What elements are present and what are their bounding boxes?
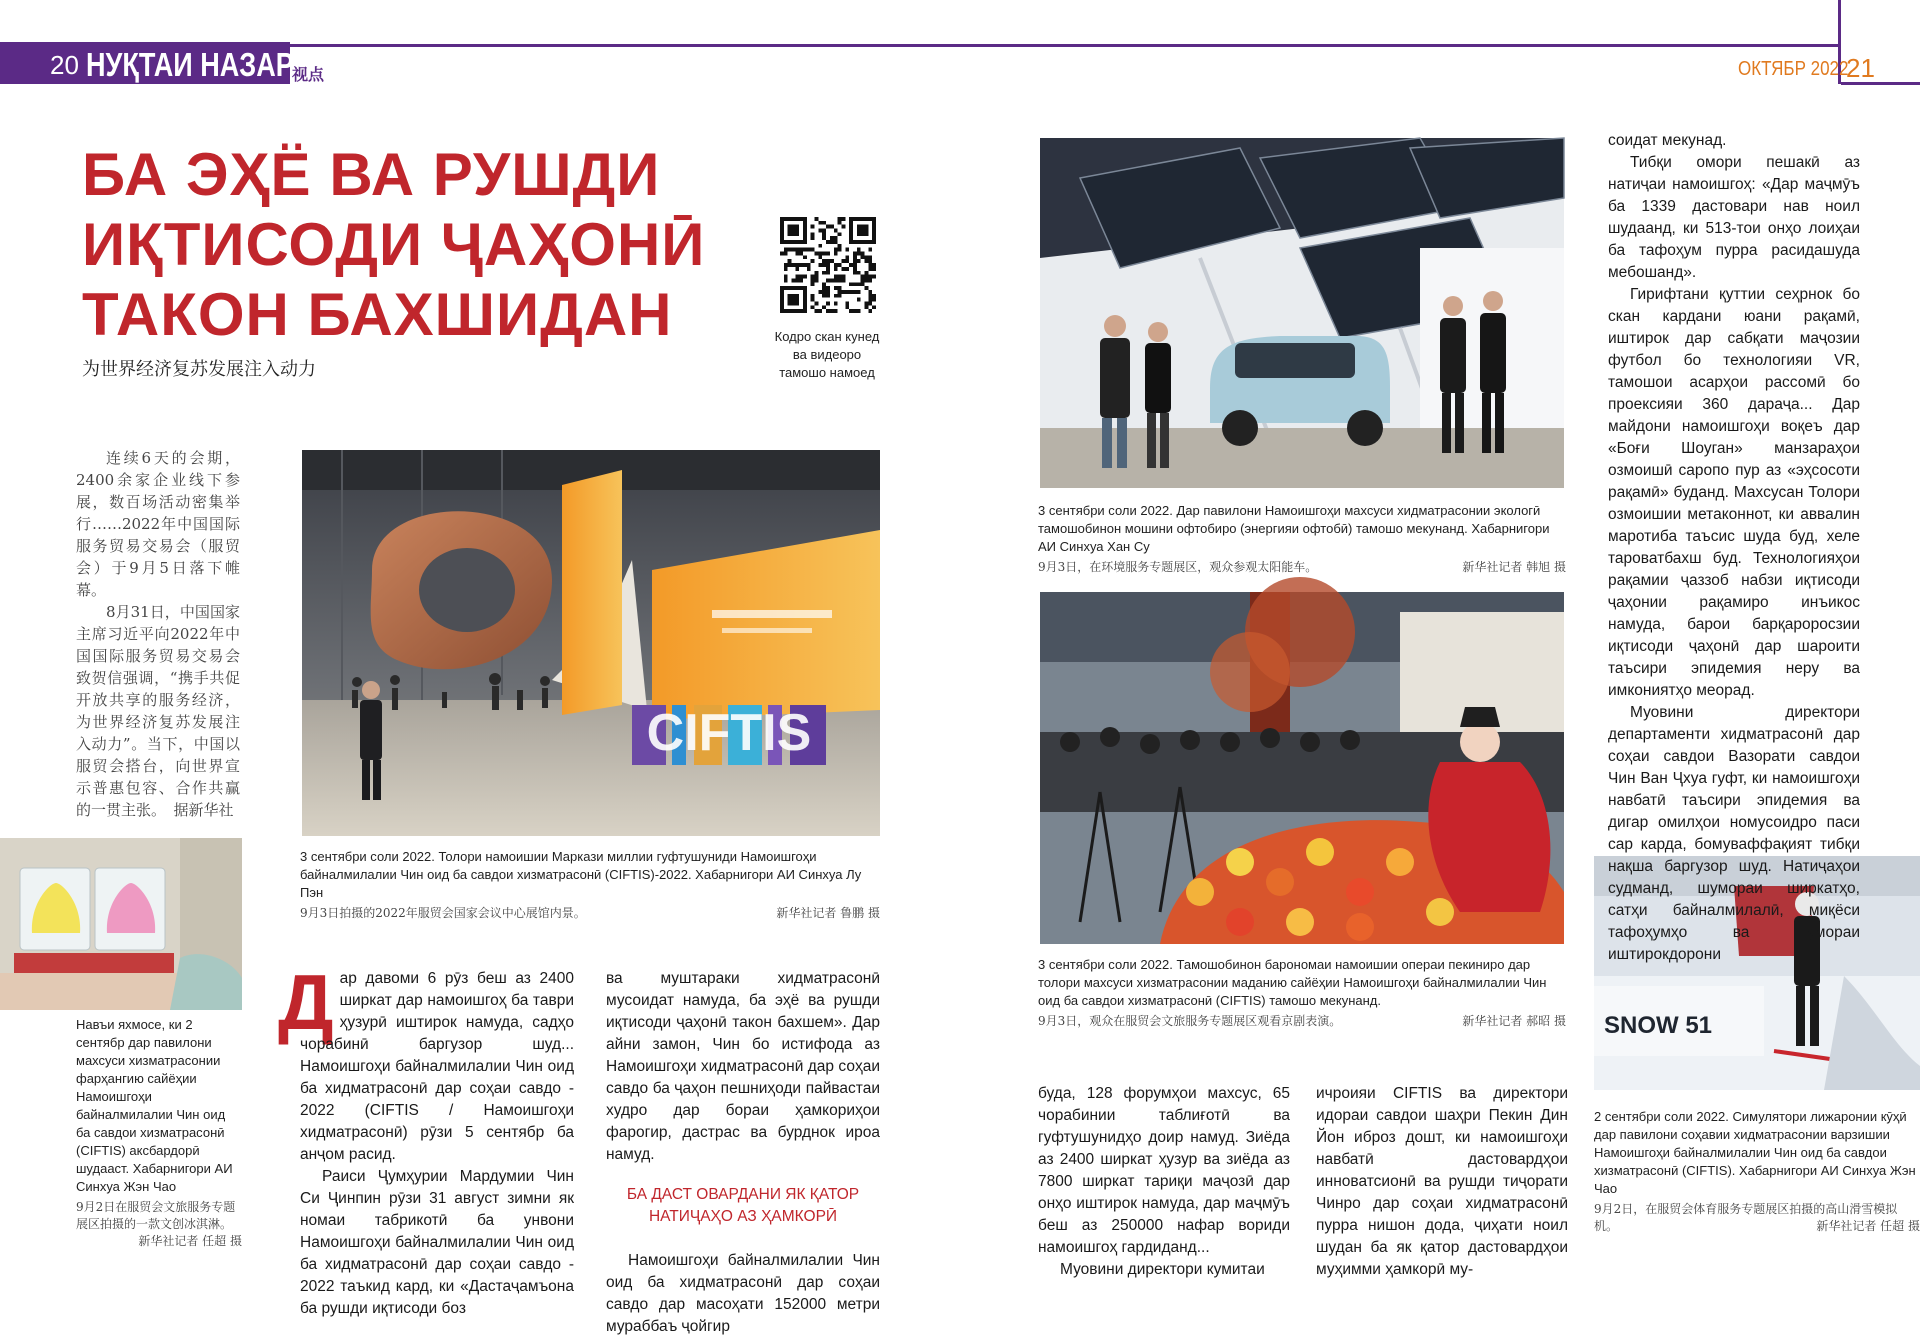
caption-ice-cream-cn-text: 9月2日在服贸会文旅服务专题展区拍摄的一款文创冰淇淋。 — [76, 1200, 236, 1231]
qr-caption-line-2: ва видеоро — [792, 347, 862, 362]
headline-line-3: ТАКОН БАХШИДАН — [82, 281, 673, 348]
col5-paragraph-0: соидат мекунад. — [1608, 132, 1727, 149]
caption-ice-cream — [76, 1016, 242, 1249]
right-page-number: 21 — [1846, 53, 1875, 83]
caption-ice-cream-cn — [76, 1198, 242, 1248]
snow51-sign: SNOW 51 — [1604, 1012, 1713, 1039]
qr-caption-line-1: Кодро скан кунед — [774, 329, 880, 344]
col2-paragraph-1: ва муштараки хидматрасонӣ мусоидат намуда, ба эҳё ва рушди иқтисоди ҷаҳонӣ такон бахшем». Дар айни замон, Чин бо истифода аз Намоишгоҳи хидматрасонӣ дар соҳаи савдо ба ҷаҳон пешниҳоди пайвастаи худро дар бораи ҳамкориҳои фарогир, дастрас ва бурднок ироа намуд. — [606, 970, 880, 1163]
caption-opera-credit: 新华社记者 郝昭 摄 — [1462, 1014, 1566, 1028]
caption-exhibition-hall-credit: 新华社记者 鲁鹏 摄 — [776, 906, 880, 920]
caption-solar-car — [1038, 502, 1566, 575]
photo-ice-cream — [0, 838, 242, 1010]
qr-caption — [752, 328, 902, 382]
col1-paragraph-2: Раиси Ҷумҳурии Мардумии Чин Си Ҷинпин рӯзи 31 август зимни як номаи табрикотӣ ба унвони Намоишгоҳи байналмилалии Чин оид ба хидматрасонӣ дар соҳаи савдо - 2022 таъкид кард, ки «Дастаҷамъона ба рушди иқтисоди боз — [300, 1168, 574, 1317]
caption-opera — [1038, 956, 1566, 1029]
col1-paragraph-1-text: ар давоми 6 рӯз беш аз 2400 ширкат дар намоишгоҳ ба таври ҳузурӣ иштирок намуда, садҳо чорабинӣ баргузор шуд... Намоишгоҳи байналмилалии Чин оид ба хидматрасонӣ дар соҳаи савдо - 2022 (CIFTIS / Намоишгоҳи хидматрасонӣ) рӯзи 5 сентябр ба анҷом расид. — [300, 970, 574, 1163]
caption-ski — [1594, 1108, 1920, 1234]
intro-cn — [76, 447, 240, 821]
headline-line-1: БА ЭҲЁ ВА РУШДИ — [82, 141, 661, 208]
col2-paragraph-2: Намоишгоҳи байналмилалии Чин оид ба хидматрасонӣ дар соҳаи савдо дар масоҳати 152000 метри мураббаъ ҷойгир — [606, 1252, 880, 1335]
col3-paragraph-1: буда, 128 форумҳои махсус, 65 чорабинии таблиғотӣ ва гуфтушунидҳо доир намуд. Зиёда аз 2400 ширкат ҳузур ва зиёда аз 7800 ширкат тариқи маҷозӣ дар онҳо иштирок намуда, дар маҷмӯъ беш аз 250000 нафар вориди намоишгоҳ гардиданд... — [1038, 1085, 1290, 1256]
photo-exhibition-hall — [302, 450, 880, 836]
caption-opera-cn-text: 9月3日，观众在服贸会文旅服务专题展区观看京剧表演。 — [1038, 1014, 1342, 1028]
caption-opera-cn — [1038, 1012, 1566, 1029]
caption-opera-text: 3 сентябри соли 2022. Тамошобинон барономаи намоишии операи пекиниро дар толори махсуси хизматрасонии маданию сайёҳии Намоишгоҳи байналмилалии Чин оид ба савдои хизматрасонӣ (CIFTIS) тамошо мекунанд. — [1038, 957, 1547, 1008]
photo-opera — [1040, 592, 1564, 944]
caption-ski-cn-text: 9月2日，在服贸会体育服务专题展区拍摄的高山滑雪模拟机。 — [1594, 1202, 1898, 1233]
caption-exhibition-hall — [300, 848, 880, 921]
col5-paragraph-3: Муовини директори департаменти хидматрасонӣ дар соҳаи савдои Вазорати савдои Чин Ван Ҷхуа гуфт, ки намоишгоҳи навбатӣ таъсири эпидемия ва дигар омилҳои номусоидро паси сар карда, бомуваффақият тибқи нақша баргузор шуд. Натиҷаҳои судманд, шумораи ширкатҳо, сатҳи байналмилалӣ, миқёси тафоҳумҳо ва шумораи иштирокдорони — [1608, 704, 1860, 963]
headline-line-2: ИҚТИСОДИ ҶАҲОНӢ — [82, 211, 706, 278]
intro-cn-paragraph-2: 8月31日，中国国家主席习近平向2022年中国国际服务贸易交易会致贺信强调，“携手共促开放共享的服务经济，为世界经济复苏发展注入动力”。当下，中国以服贸会搭台，向世界宣示普惠包容、合作共赢的一贯主张。 据新华社 — [76, 603, 240, 819]
caption-ski-credit: 新华社记者 任超 摄 — [1816, 1219, 1920, 1233]
caption-ski-cn — [1594, 1200, 1920, 1234]
qr-caption-line-3: тамошо намоед — [779, 365, 875, 380]
col5-paragraph-1: Тибқи омори пешакӣ аз натиҷаи намоишгоҳ: «Дар маҷмӯъ ба 1339 дастовари нав ноил шудаанд, ки 513-тои онҳо лоиҳаи ба тафоҳум пурра расидашуда мебошанд». — [1608, 154, 1860, 281]
section-title: НУҚТАИ НАЗАР — [86, 46, 294, 83]
issue-month: ОКТЯБР 2022 — [1738, 58, 1849, 80]
left-page-number: 20 — [50, 50, 79, 80]
caption-solar-car-text: 3 сентябри соли 2022. Дар павилони Намоишгоҳи махсуси хидматрасонии экологӣ тамошобинон мошини офтобиро (энергияи офтобӣ) тамошо мекунанд. Хабарнигори АИ Синхуа Хан Су — [1038, 503, 1550, 554]
qr-code[interactable] — [780, 217, 876, 313]
caption-solar-car-credit: 新华社记者 韩旭 摄 — [1462, 560, 1566, 574]
body-column-3 — [1038, 1083, 1290, 1281]
caption-ice-cream-text: Навъи яхмосе, ки 2 сентябр дар павилони махсуси хизматрасонии фарҳангию сайёҳии Намоишгоҳи байналмилалии Чин оид ба савдои хизматрасонӣ (CIFTIS) аксбардорӣ шудааст. Хабарнигори АИ Синхуа Жэн Чао — [76, 1017, 233, 1194]
photo-solar-car — [1040, 138, 1564, 488]
caption-exhibition-hall-cn — [300, 904, 880, 921]
headline — [82, 140, 742, 350]
col3-paragraph-2: Муовини директори кумитаи — [1060, 1261, 1265, 1278]
col1-paragraph-1 — [278, 958, 574, 1166]
body-column-5 — [1608, 130, 1860, 966]
col4-paragraph-1: ичроияи CIFTIS ва директори идораи савдои шаҳри Пекин Дин Йон иброз дошт, ки намоишгоҳи навбатӣ дастовардҳои инноватсионӣ ва рушди тиҷорати Чинро дар соҳаи хидматрасонӣ пурра нишон дода, ҷиҳати ноил шудан ба як қатор дастовардҳои муҳимми ҳамкорӣ му- — [1316, 1085, 1568, 1278]
dropcap: Д — [278, 958, 334, 1046]
body-column-1 — [278, 958, 574, 1320]
caption-solar-car-cn-text: 9月3日，在环境服务专题展区，观众参观太阳能车。 — [1038, 560, 1318, 574]
section-subheading-line-1: БА ДАСТ ОВАРДАНИ ЯК ҚАТОР — [626, 1186, 860, 1203]
section-subheading — [606, 1184, 880, 1228]
caption-exhibition-hall-text: 3 сентябри соли 2022. Толори намоишии Маркази миллии гуфтушуниди Намоишгоҳи байналмилалии Чин оид ба савдои хизматрасонӣ (CIFTIS)-2022. Хабарнигори АИ Синхуа Лу Пэн — [300, 849, 862, 900]
caption-exhibition-hall-cn-text: 9月3日拍摄的2022年服贸会国家会议中心展馆内景。 — [300, 906, 586, 920]
body-column-2 — [606, 968, 880, 1338]
caption-ice-cream-credit: 新华社记者 任超 摄 — [138, 1234, 242, 1248]
ciftis-sign: CIFTIS — [646, 704, 812, 762]
intro-cn-paragraph-1: 连续6天的会期，2400余家企业线下参展，数百场活动密集举行……2022年中国国际服务贸易交易会（服贸会）于9月5日落下帷幕。 — [76, 449, 240, 599]
col5-paragraph-2: Гирифтани қуттии сеҳрнок бо скан кардани юани рақамӣ, иштирок дар сабқати маҷозии футбол бо технологияи VR, тамошои асарҳои рассомӣ бо проексияи 360 дараҷа... Дар майдони намоишгоҳи воқеъ дар «Боғи Шоуган» манзараҳои озмоишӣ саропо пур аз «эҳсосоти рақамӣ» буданд. Махсусан Толори озмоишии метаконнот, ки аввалин маротиба таъсис шуда буд, хеле тароватбахш буд. Технологияҳои рақамии ҷаззоб набзи иқтисоди ҷаҳонии рақамиро инъикос намуда, барои барқароросзии иқтисоди ҷаҳонӣ дар шароити таъсири эпидемия неру ва имкониятҳо меорад. — [1608, 286, 1860, 699]
subheadline-cn: 为世界经济复苏发展注入动力 — [82, 359, 316, 380]
body-column-4 — [1316, 1083, 1568, 1281]
section-subheading-line-2: НАТИҶАҲО АЗ ҲАМКОРӢ — [648, 1208, 838, 1225]
caption-solar-car-cn — [1038, 558, 1566, 575]
caption-ski-text: 2 сентябри соли 2022. Симулятори лижаронии кӯҳӣ дар павилони соҳавии хидматрасонии варзишии Намоишгоҳи байналмилалии Чин оид ба савдои хизматрасонӣ (CIFTIS). Хабарнигори АИ Синхуа Жэн Чао — [1594, 1109, 1916, 1196]
section-title-cn: 视点 — [292, 65, 325, 84]
